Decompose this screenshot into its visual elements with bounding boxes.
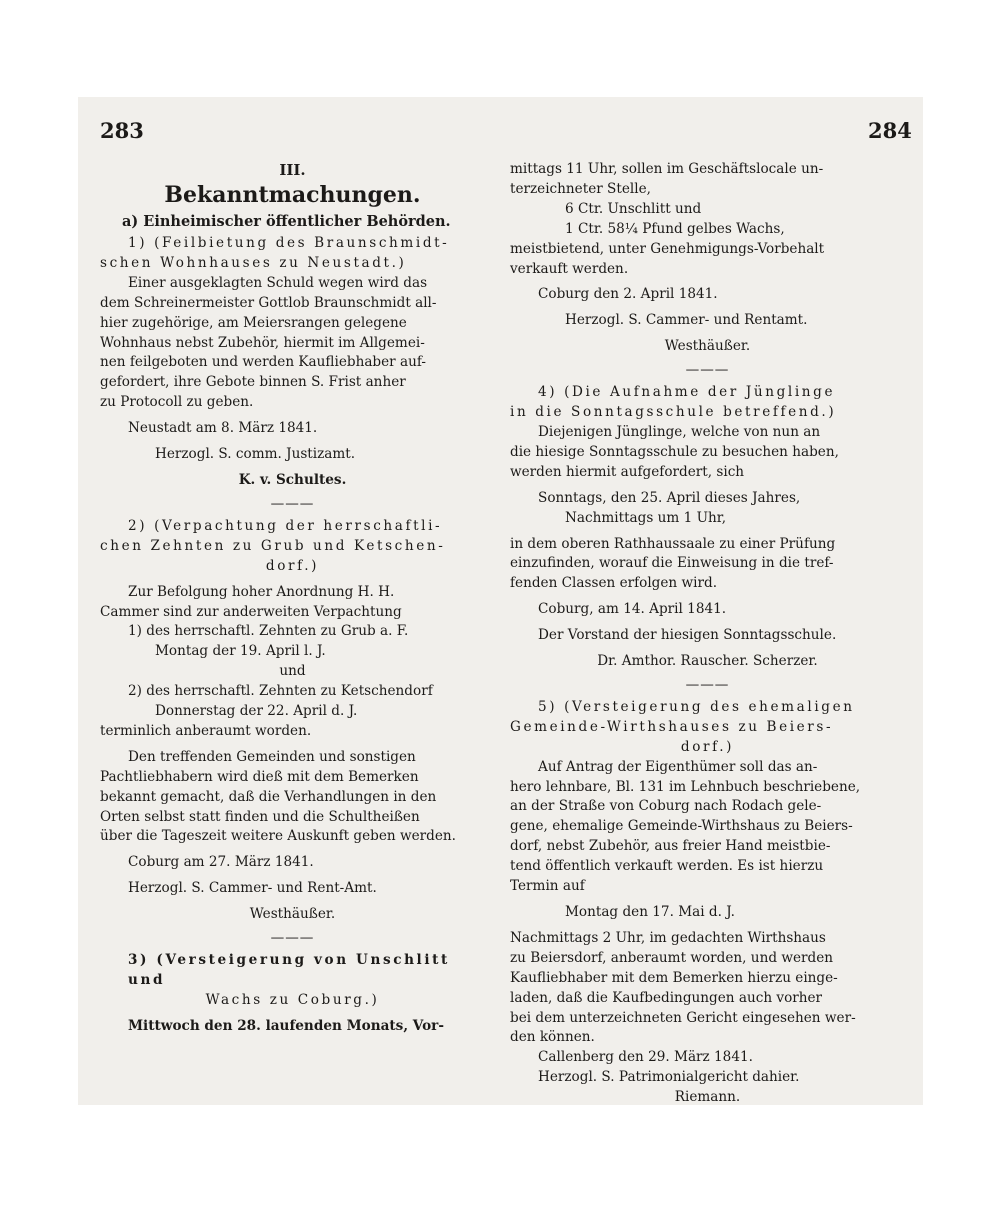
divider: ——— (685, 676, 730, 693)
body-line: einzufinden, worauf die Einweisung in die tref- (510, 555, 834, 572)
body-line: über die Tageszeit weitere Auskunft geben werden. (100, 828, 456, 845)
body-line: laden, daß die Kaufbedingungen auch vorher (510, 989, 823, 1006)
body-line: den können. (510, 1029, 595, 1046)
body-line: Kaufliebhaber mit dem Bemerken hierzu einge- (510, 969, 838, 986)
body-line: terzeichneter Stelle, (510, 180, 651, 197)
body-line: Nachmittags 2 Uhr, im gedachten Wirthshaus (510, 929, 826, 946)
page-number-left: 283 (100, 118, 144, 143)
right-column (510, 160, 905, 1108)
body-line: zu Beiersdorf, anberaumt worden, und werden (510, 949, 834, 966)
body-line: gene, ehemalige Gemeinde-Wirthshaus zu Beiers- (510, 818, 853, 835)
section-number: III. (279, 161, 306, 179)
list-item: 1 Ctr. 58¼ Pfund gelbes Wachs, (565, 220, 785, 237)
notice-heading: chen Zehnten zu Grub und Ketschen- (100, 537, 446, 554)
list-item: Donnerstag der 22. April d. J. (155, 703, 358, 720)
place-date: Coburg den 2. April 1841. (538, 286, 718, 303)
authority: Der Vorstand der hiesigen Sonntagsschule. (538, 627, 837, 644)
notice-heading: in die Sonntagsschule betreffend.) (510, 404, 837, 421)
body-line: bei dem unterzeichneten Gericht eingesehen wer- (510, 1009, 856, 1026)
notice-heading: 5) (Versteigerung des ehemaligen (538, 698, 855, 715)
signature: Riemann. (674, 1089, 741, 1106)
list-item: und (279, 663, 306, 680)
section-title: Bekanntmachungen. (164, 182, 421, 208)
date-line: Montag den 17. Mai d. J. (565, 904, 735, 920)
date-line: Nachmittags um 1 Uhr, (565, 509, 727, 526)
body-line: Termin auf (510, 878, 585, 895)
body-line: Wohnhaus nebst Zubehör, hiermit im Allgemei- (100, 334, 425, 351)
body-line: terminlich anberaumt worden. (100, 722, 312, 739)
left-column (100, 160, 485, 1037)
body-line: Zur Befolgung hoher Anordnung H. H. (128, 583, 395, 600)
body-line: dem Schreinermeister Gottlob Braunschmidt all- (100, 294, 437, 311)
notice-heading: Gemeinde-Wirthshauses zu Beiers- (510, 718, 834, 735)
body-line: hero lehnbare, Bl. 131 im Lehnbuch beschriebene, (510, 778, 861, 795)
signature: Westhäußer. (664, 338, 751, 355)
place-date: Coburg, am 14. April 1841. (538, 601, 727, 618)
body-line: zu Protocoll zu geben. (100, 394, 254, 411)
body-line: Orten selbst statt finden und die Schultheißen (100, 808, 420, 825)
place-date: Callenberg den 29. März 1841. (538, 1049, 753, 1066)
body-line: tend öffentlich verkauft werden. Es ist hierzu (510, 858, 824, 875)
body-line: werden hiermit aufgefordert, sich (510, 463, 745, 480)
list-item: 6 Ctr. Unschlitt und (565, 200, 702, 217)
list-item: 1) des herrschaftl. Zehnten zu Grub a. F. (128, 623, 409, 640)
notice-heading: Wachs zu Coburg.) (205, 991, 380, 1008)
signature: Dr. Amthor. Rauscher. Scherzer. (597, 653, 818, 670)
body-line: Einer ausgeklagten Schuld wegen wird das (128, 274, 428, 291)
signature: Westhäußer. (249, 906, 336, 923)
body-line: an der Straße von Coburg nach Rodach gele- (510, 798, 822, 815)
body-line: die hiesige Sonntagsschule zu besuchen haben, (510, 443, 839, 460)
body-line: Auf Antrag der Eigenthümer soll das an- (538, 758, 818, 775)
divider: ——— (270, 495, 315, 512)
notice-heading: 1) (Feilbietung des Braunschmidt- (128, 235, 450, 251)
place-date: Coburg am 27. März 1841. (128, 854, 314, 871)
authority: Herzogl. S. comm. Justizamt. (155, 446, 356, 463)
signature: K. v. Schultes. (238, 471, 347, 488)
notice-heading: 3) (Versteigerung von Unschlitt und (128, 952, 450, 988)
body-line: hier zugehörige, am Meiersrangen gelegene (100, 314, 407, 331)
authority: Herzogl. S. Cammer- und Rent-Amt. (128, 880, 377, 897)
body-line: dorf, nebst Zubehör, aus freier Hand meistbie- (510, 838, 831, 855)
list-item: 2) des herrschaftl. Zehnten zu Ketschendorf (128, 683, 433, 700)
body-line: fenden Classen erfolgen wird. (510, 575, 718, 592)
authority: Herzogl. S. Cammer- und Rentamt. (565, 312, 808, 329)
divider: ——— (270, 930, 315, 947)
body-line: in dem oberen Rathhaussaale zu einer Prüfung (510, 535, 836, 552)
body-line: Pachtliebhabern wird dieß mit dem Bemerken (100, 768, 419, 785)
divider: ——— (685, 362, 730, 379)
notice-heading: dorf.) (680, 738, 735, 755)
body-line: gefordert, ihre Gebote binnen S. Frist anher (100, 374, 406, 391)
body-line: Den treffenden Gemeinden und sonstigen (128, 748, 416, 765)
body-line: nen feilgeboten und werden Kaufliebhaber auf- (100, 354, 426, 371)
body-line: Diejenigen Jünglinge, welche von nun an (538, 423, 821, 440)
place-date: Neustadt am 8. März 1841. (128, 420, 318, 437)
authority: Herzogl. S. Patrimonialgericht dahier. (538, 1069, 800, 1086)
body-line: meistbietend, unter Genehmigungs-Vorbehalt (510, 240, 825, 257)
body-line: bekannt gemacht, daß die Verhandlungen in den (100, 788, 437, 805)
date-line: Sonntags, den 25. April dieses Jahres, (538, 489, 801, 506)
list-item: Montag der 19. April l. J. (155, 643, 326, 660)
page-number-right: 284 (868, 118, 912, 143)
body-line: Cammer sind zur anderweiten Verpachtung (100, 603, 402, 620)
body-line: mittags 11 Uhr, sollen im Geschäftslocale un- (510, 161, 824, 177)
subsection-heading: a) Einheimischer öffentlicher Behörden. (122, 213, 451, 230)
notice-heading: dorf.) (265, 557, 320, 574)
body-line: Mittwoch den 28. laufenden Monats, Vor- (128, 1017, 444, 1034)
notice-heading: schen Wohnhauses zu Neustadt.) (100, 254, 407, 271)
body-line: verkauft werden. (510, 260, 629, 277)
notice-heading: 2) (Verpachtung der herrschaftli- (128, 517, 443, 534)
notice-heading: 4) (Die Aufnahme der Jünglinge (538, 384, 836, 401)
